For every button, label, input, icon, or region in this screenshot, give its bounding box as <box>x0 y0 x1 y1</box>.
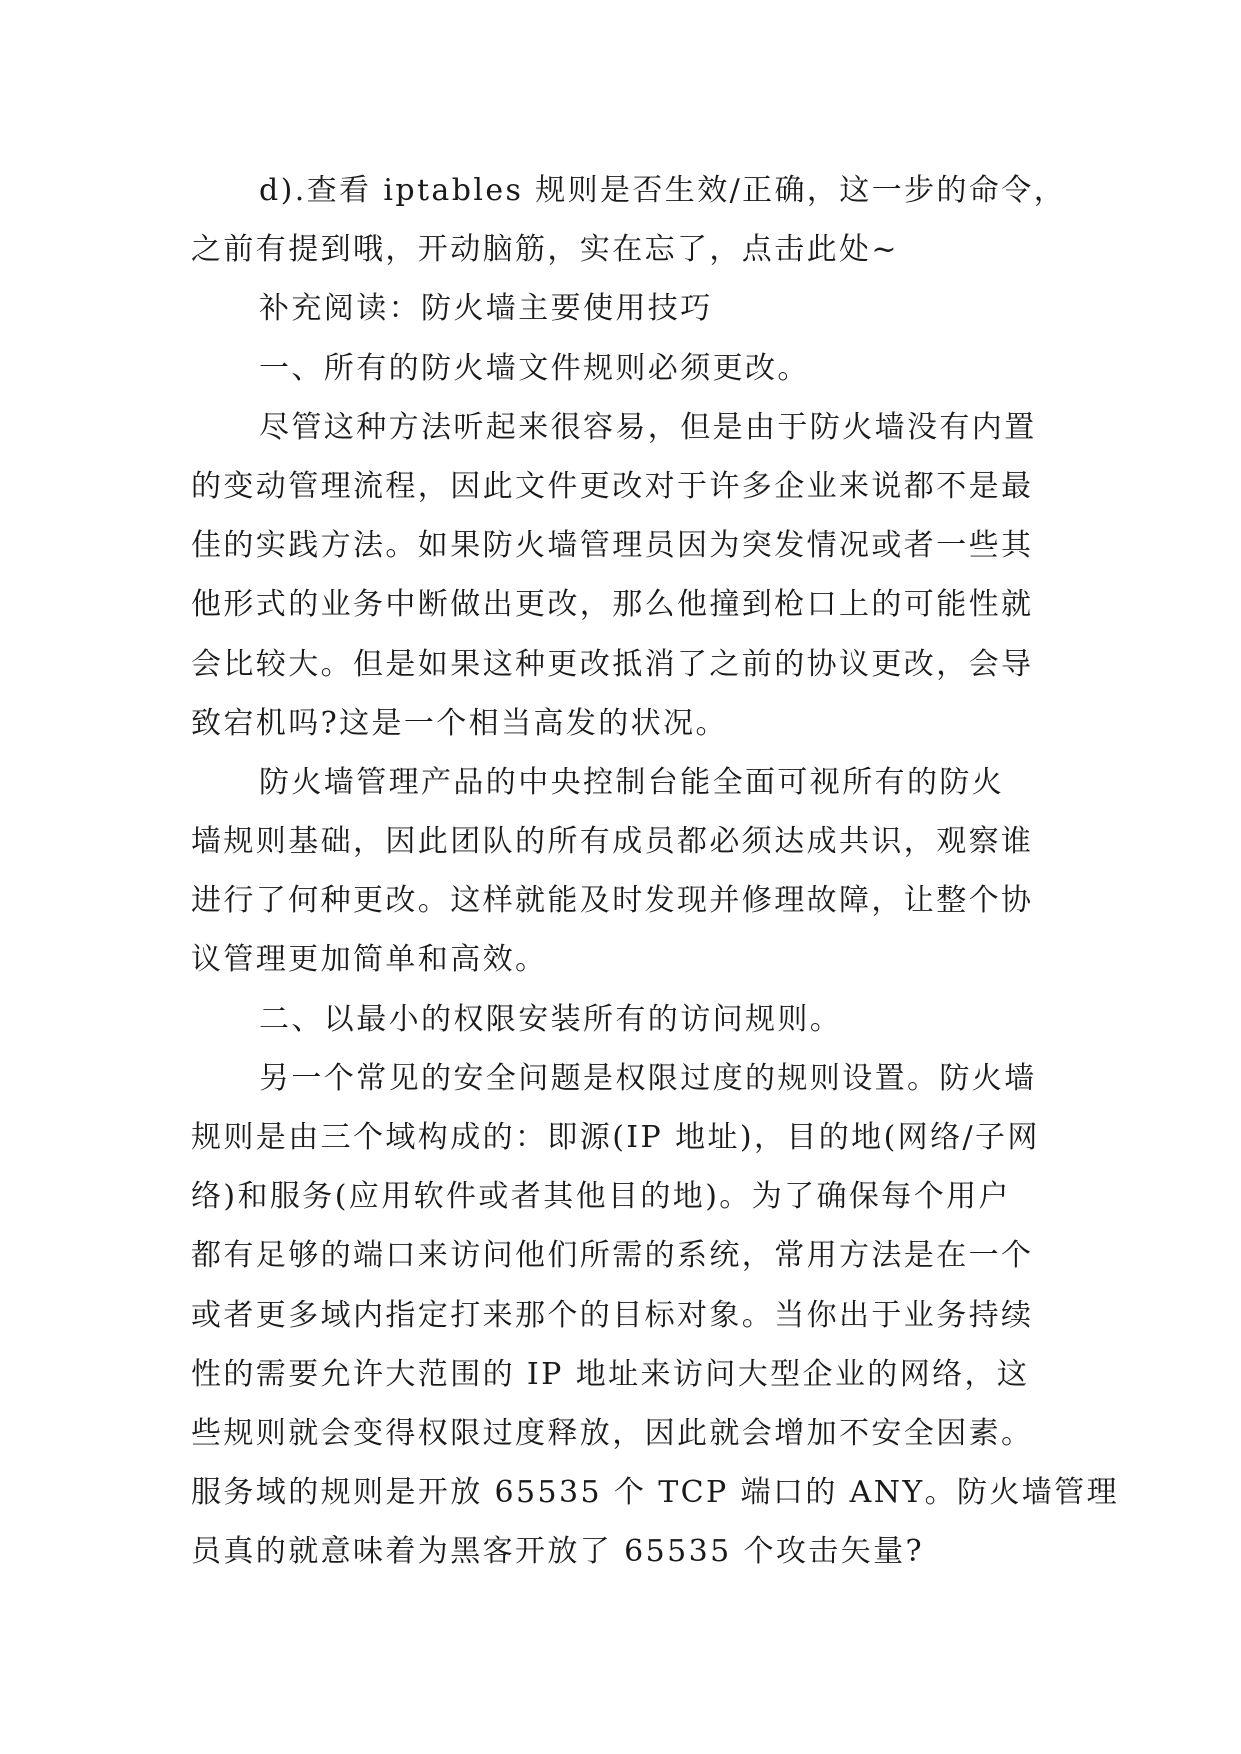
text-line-8: 他形式的业务中断做出更改，那么他撞到枪口上的可能性就 <box>191 587 1034 623</box>
text-line-22: 些规则就会变得权限过度释放，因此就会增加不安全因素。 <box>191 1415 1034 1451</box>
text-line-20: 或者更多域内指定打来那个的目标对象。当你出于业务持续 <box>191 1297 1034 1333</box>
text-line-14: 议管理更加简单和高效。 <box>191 942 548 978</box>
document-body <box>191 161 1119 1582</box>
text-line-15: 二、以最小的权限安装所有的访问规则。 <box>259 1001 843 1037</box>
text-line-23: 服务域的规则是开放 65535 个 TCP 端口的 ANY。防火墙管理 <box>191 1475 1119 1511</box>
text-line-4: 一、所有的防火墙文件规则必须更改。 <box>259 350 810 386</box>
text-line-6: 的变动管理流程，因此文件更改对于许多企业来说都不是最 <box>191 468 1034 504</box>
text-line-5: 尽管这种方法听起来很容易，但是由于防火墙没有内置 <box>259 409 1037 445</box>
text-line-2: 之前有提到哦，开动脑筋，实在忘了，点击此处~ <box>191 232 899 268</box>
text-line-19: 都有足够的端口来访问他们所需的系统，常用方法是在一个 <box>191 1238 1034 1274</box>
text-line-10: 致宕机吗?这是一个相当高发的状况。 <box>191 705 728 741</box>
text-line-11: 防火墙管理产品的中央控制台能全面可视所有的防火 <box>259 764 1005 800</box>
text-line-18: 络)和服务(应用软件或者其他目的地)。为了确保每个用户 <box>191 1179 1011 1215</box>
text-line-3: 补充阅读：防火墙主要使用技巧 <box>259 291 713 327</box>
text-line-17: 规则是由三个域构成的：即源(IP 地址)，目的地(网络/子网 <box>191 1120 1040 1155</box>
text-line-21: 性的需要允许大范围的 IP 地址来访问大型企业的网络，这 <box>191 1356 1030 1392</box>
text-line-12: 墙规则基础，因此团队的所有成员都必须达成共识，观察谁 <box>191 824 1034 860</box>
text-line-16: 另一个常见的安全问题是权限过度的规则设置。防火墙 <box>259 1060 1037 1096</box>
text-line-9: 会比较大。但是如果这种更改抵消了之前的协议更改，会导 <box>191 646 1034 682</box>
text-line-13: 进行了何种更改。这样就能及时发现并修理故障，让整个协 <box>191 883 1034 919</box>
text-line-7: 佳的实践方法。如果防火墙管理员因为突发情况或者一些其 <box>191 528 1034 564</box>
text-line-24: 员真的就意味着为黑客开放了 65535 个攻击矢量? <box>191 1534 924 1570</box>
text-line-1: d).查看 iptables 规则是否生效/正确，这一步的命令， <box>259 173 1067 208</box>
